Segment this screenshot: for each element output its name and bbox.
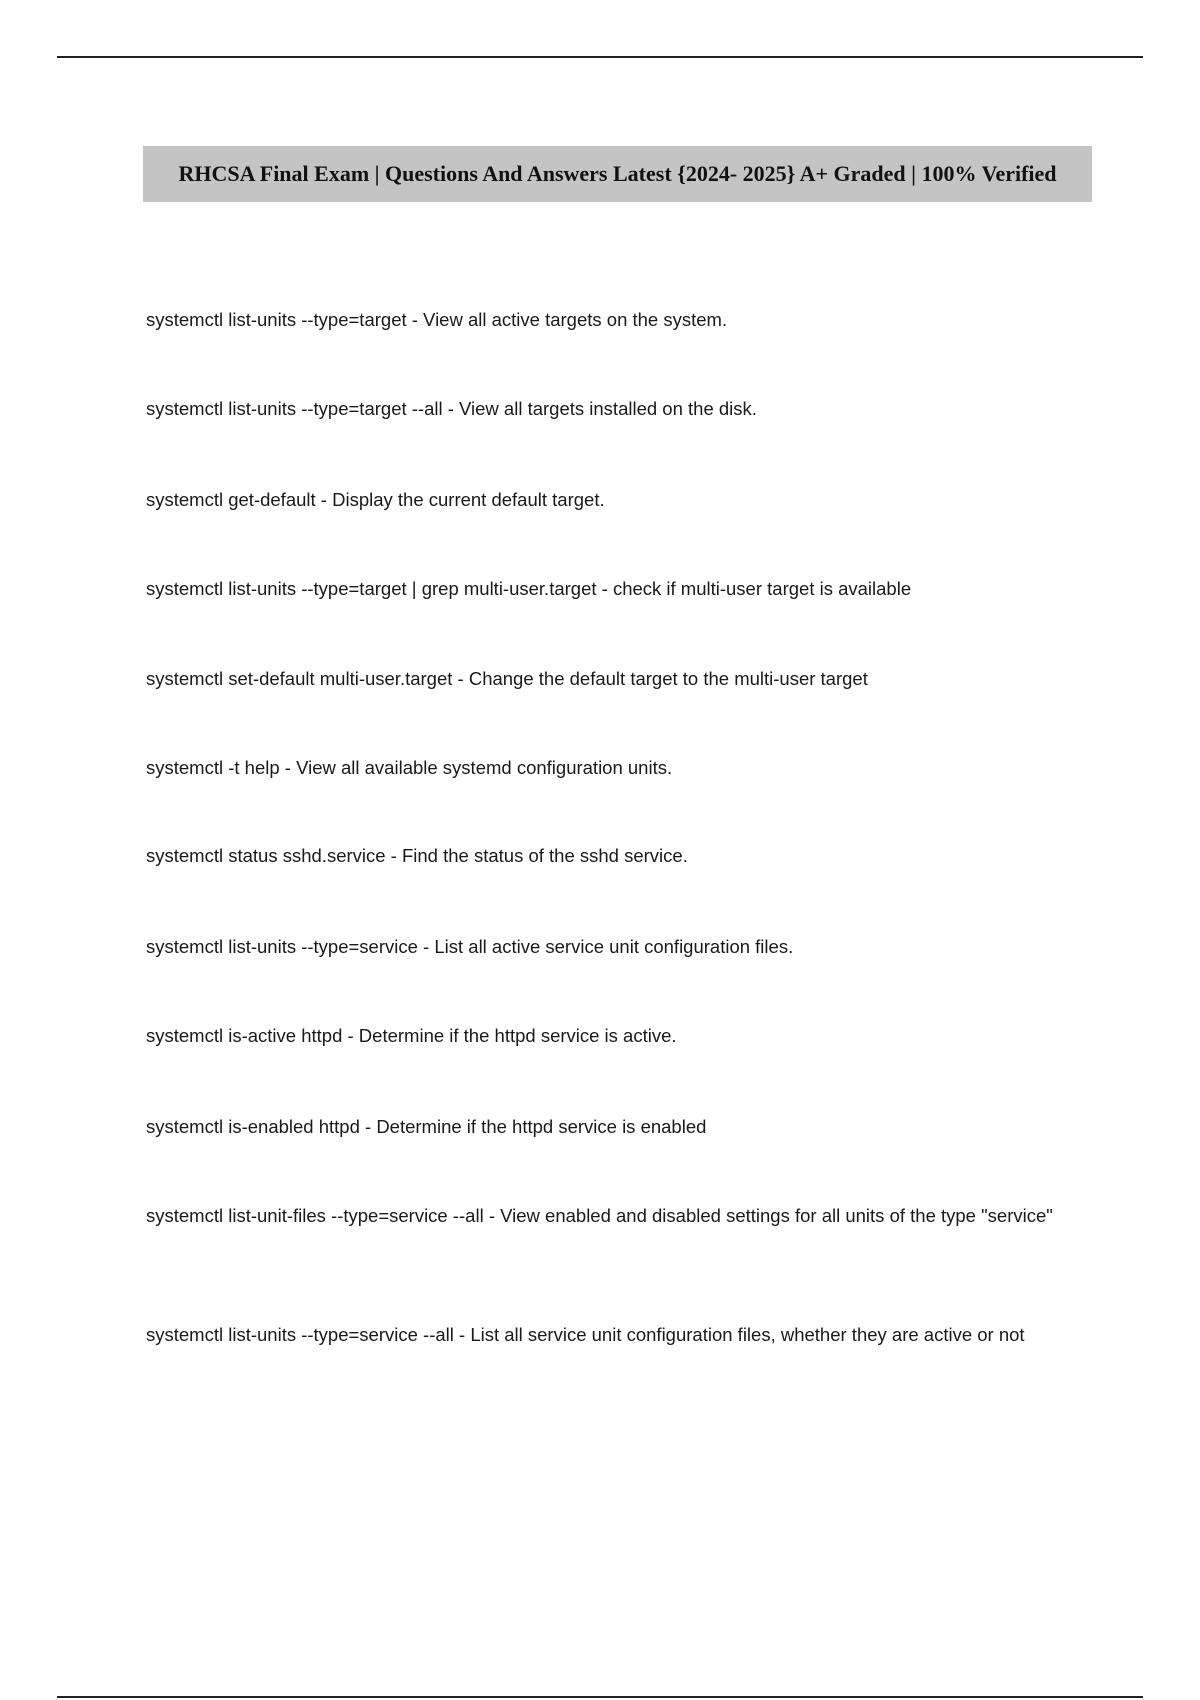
qa-entry: systemctl list-units --type=target --all - View all targets installed on the disk. [146,398,757,419]
bottom-rule [57,1696,1143,1698]
qa-entry: systemctl list-units --type=service - List all active service unit configuration files. [146,936,794,957]
qa-entry: systemctl status sshd.service - Find the status of the sshd service. [146,845,688,866]
qa-entry: systemctl set-default multi-user.target - Change the default target to the multi-user target [146,668,868,689]
qa-entry: systemctl -t help - View all available systemd configuration units. [146,757,673,778]
qa-entry: systemctl is-active httpd - Determine if the httpd service is active. [146,1025,677,1046]
qa-entry: systemctl list-units --type=target - View all active targets on the system. [146,309,728,330]
document-title: RHCSA Final Exam | Questions And Answers Latest {2024- 2025} A+ Graded | 100% Verified [178,161,1057,186]
qa-entry: systemctl list-unit-files --type=service --all - View enabled and disabled settings for all units of the type "service" [146,1205,1053,1226]
qa-entry: systemctl list-units --type=service --all - List all service unit configuration files, whether they are active or not [146,1324,1025,1345]
title-banner [143,146,1092,202]
qa-entry: systemctl get-default - Display the current default target. [146,489,605,510]
top-rule [57,56,1143,58]
qa-entry: systemctl is-enabled httpd - Determine if the httpd service is enabled [146,1116,707,1137]
qa-entry: systemctl list-units --type=target | grep multi-user.target - check if multi-user target is available [146,578,912,599]
